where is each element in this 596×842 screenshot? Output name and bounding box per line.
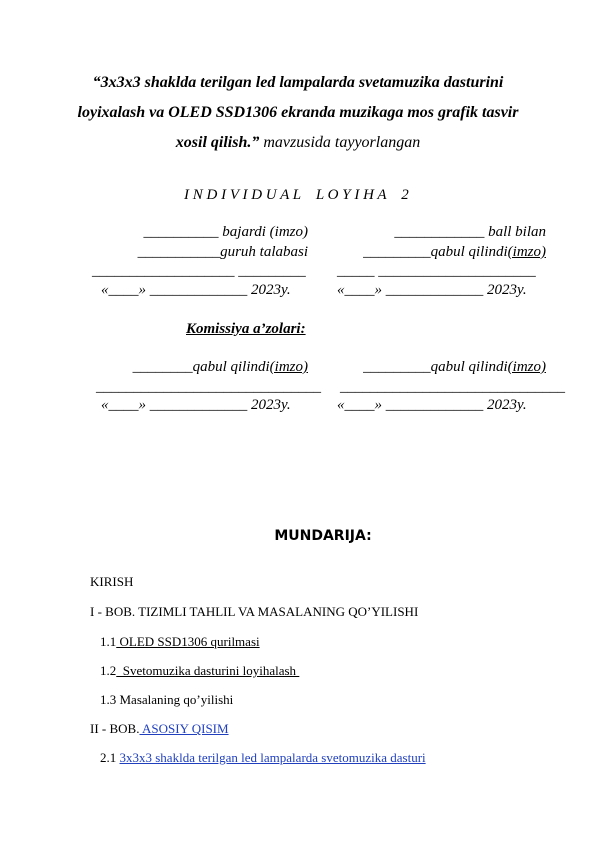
right-blank-line: _____ _____________________ bbox=[337, 263, 536, 279]
left-blank-line: ___________________ _________ bbox=[92, 263, 306, 279]
commission-right-qabul bbox=[363, 359, 546, 376]
commission-left-imzo: (imzo) bbox=[269, 359, 308, 375]
right-imzo: (imzo) bbox=[507, 244, 546, 260]
toc-bob-2-link[interactable]: ASOSIY QISIM bbox=[139, 721, 229, 736]
right-date: «____» _____________ 2023y. bbox=[337, 282, 527, 298]
commission-right-date: «____» _____________ 2023y. bbox=[337, 397, 527, 413]
title-line-1: “3x3x3 shaklda terilgan led lampalarda svetamuzika dasturini bbox=[92, 74, 504, 91]
commission-left-qabul-text: ________qabul qilindi bbox=[132, 359, 270, 375]
commission-left-qabul bbox=[133, 359, 308, 376]
right-qabul-text: _________qabul qilindi bbox=[363, 244, 508, 260]
title-line-2: loyixalash va OLED SSD1306 ekranda muzikaga mos grafik tasvir bbox=[77, 104, 519, 121]
title-line-3-rest: mavzusida tayyorlangan bbox=[259, 134, 421, 151]
toc-item-1-2-number: 1.2 bbox=[100, 663, 117, 678]
title-line-3 bbox=[0, 134, 596, 152]
title-line-3-bold: xosil qilish.” bbox=[175, 134, 260, 151]
toc-item-1-1[interactable] bbox=[100, 634, 260, 650]
commission-right-qabul-text: _________qabul qilindi bbox=[363, 359, 508, 375]
toc-bob-2[interactable] bbox=[90, 721, 229, 737]
left-bajardi: __________ bajardi (imzo) bbox=[143, 224, 308, 240]
toc-item-1-3: 1.3 Masalaning qo’yilishi bbox=[100, 692, 234, 707]
commission-right-line: ______________________________ bbox=[340, 379, 565, 395]
toc-item-1-2[interactable] bbox=[100, 663, 299, 679]
toc-bob-1: I - BOB. TIZIMLI TAHLIL VA MASALANING QO’YILISHI bbox=[90, 604, 419, 619]
individual-loyiha-heading: I N D I V I D U A L L O Y I H A 2 bbox=[184, 187, 409, 203]
toc-item-2-1[interactable] bbox=[100, 750, 426, 766]
commission-right-imzo: (imzo) bbox=[507, 359, 546, 375]
commission-left-date: «____» _____________ 2023y. bbox=[101, 397, 291, 413]
toc-item-2-1-link[interactable]: 3x3x3 shaklda terilgan led lampalarda svetomuzika dasturi bbox=[119, 750, 426, 765]
toc-bob-2-prefix: II - BOB. bbox=[90, 721, 140, 736]
toc-item-1-1-number: 1.1 bbox=[100, 634, 117, 649]
toc-kirish: KIRISH bbox=[90, 574, 134, 589]
left-date: «____» _____________ 2023y. bbox=[101, 282, 291, 298]
toc-item-1-1-link[interactable]: OLED SSD1306 qurilmasi bbox=[116, 634, 260, 649]
right-ball-bilan: ____________ ball bilan bbox=[394, 224, 546, 240]
commission-left-line: ______________________________ bbox=[96, 379, 321, 395]
left-guruh: ___________guruh talabasi bbox=[137, 244, 308, 260]
toc-item-2-1-number: 2.1 bbox=[100, 750, 120, 765]
komissiya-heading: Komissiya a’zolari: bbox=[186, 321, 306, 337]
right-qabul bbox=[363, 244, 546, 261]
toc-item-1-2-link[interactable]: Svetomuzika dasturini loyihalash bbox=[116, 663, 300, 678]
mundarija-heading: MUNDARIJA: bbox=[274, 528, 372, 544]
